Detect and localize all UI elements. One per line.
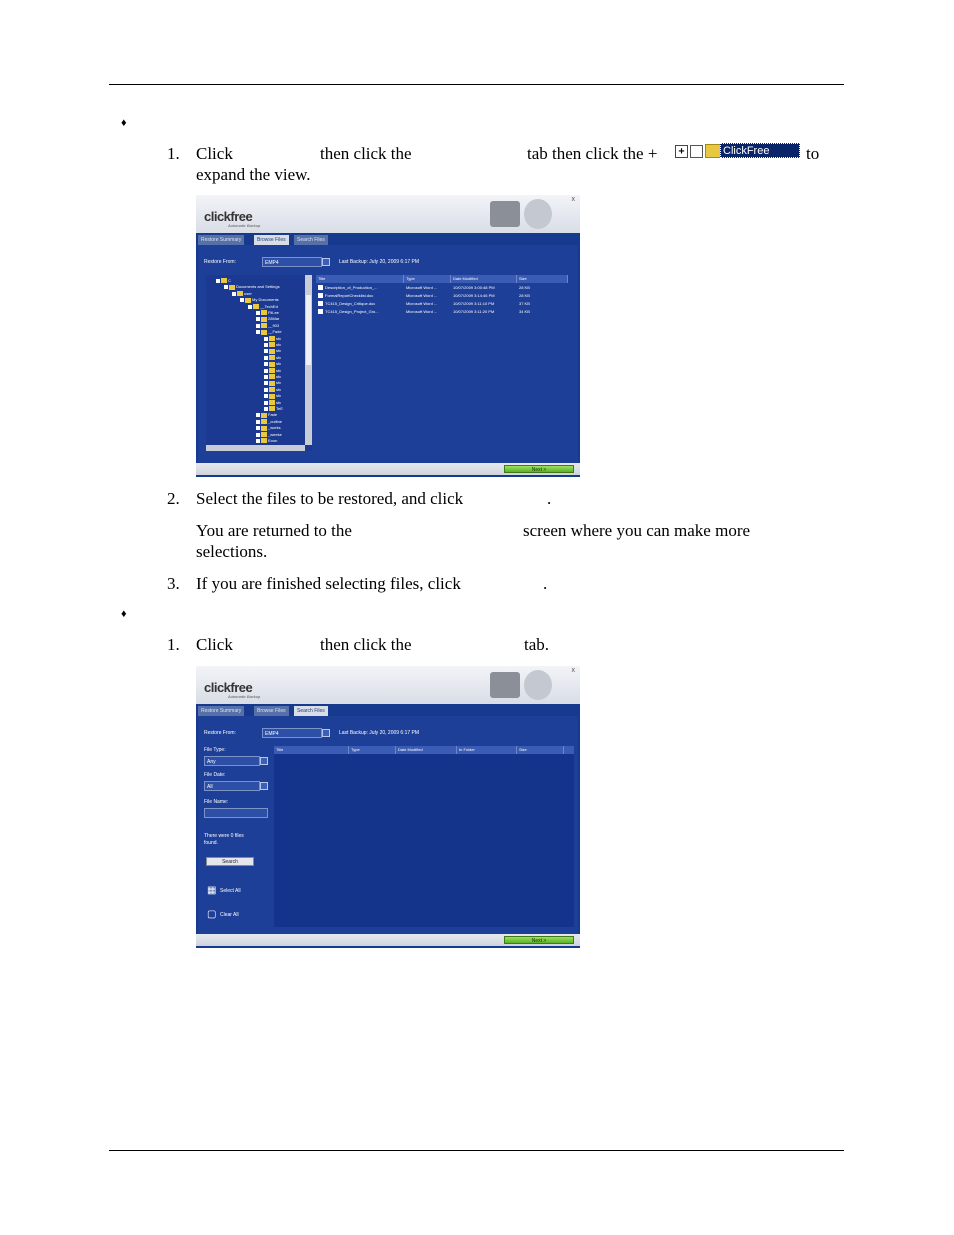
cell-text: Microsoft Word ...	[406, 309, 438, 314]
tree-node-label: sfc	[276, 342, 282, 347]
checkbox-icon[interactable]	[256, 413, 260, 417]
checkbox-icon[interactable]	[224, 285, 228, 289]
checkbox-icon[interactable]	[256, 311, 260, 315]
browse-files-screenshot	[196, 195, 580, 477]
tree-node-label: sfc	[276, 367, 282, 373]
table-cell	[453, 308, 494, 315]
select-all-label[interactable]: Select All	[220, 888, 241, 894]
s2-step1-tab: tab.	[524, 635, 550, 654]
search-button[interactable]: Search	[206, 857, 254, 866]
file-name-input[interactable]	[204, 808, 268, 818]
table-cell	[453, 300, 494, 307]
table-cell	[406, 292, 437, 299]
results-grid-header	[274, 746, 574, 754]
select-all-icon[interactable]: ▦	[207, 885, 217, 896]
table-cell	[519, 300, 530, 307]
logo-tagline: Automatic Backup	[228, 223, 261, 228]
tree-node-label: _weeke	[268, 431, 282, 437]
device-icon	[490, 672, 520, 698]
cell-text: TC415_Design_Critique.doc	[325, 301, 376, 306]
col-title[interactable]: Title	[274, 746, 349, 754]
step1-mid: then click the	[320, 144, 412, 163]
tab-restore-summary[interactable]: Restore Summary	[198, 706, 244, 716]
checkbox-icon[interactable]	[264, 375, 268, 379]
restore-from-select[interactable]: EMP4	[262, 728, 322, 738]
chevron-down-icon[interactable]	[260, 782, 268, 790]
disc-icon	[524, 670, 552, 700]
tree-node-label: sfc	[276, 380, 282, 386]
step1-number: 1.	[167, 144, 180, 163]
tree-node-label: _works	[268, 425, 281, 431]
checkbox-icon[interactable]	[256, 439, 260, 443]
col-date-modified[interactable]: Date Modified	[451, 275, 517, 283]
step1-tab-then: tab then click the +	[527, 144, 658, 163]
table-cell	[406, 300, 437, 307]
cell-text: Microsoft Word ...	[406, 301, 438, 306]
close-icon[interactable]: x	[571, 196, 575, 203]
file-date-select[interactable]: All	[204, 781, 260, 791]
cell-text: 34 KB	[519, 309, 530, 314]
app-header	[196, 195, 580, 233]
checkbox-icon[interactable]	[256, 426, 260, 430]
checkbox-icon[interactable]	[264, 362, 268, 366]
tree-node-label: Fade	[268, 412, 278, 418]
restore-from-label: Restore From:	[204, 730, 236, 736]
checkbox-icon[interactable]	[256, 420, 260, 424]
checkbox-icon[interactable]	[264, 381, 268, 385]
chevron-down-icon[interactable]	[322, 729, 330, 737]
tab-browse-files[interactable]: Browse Files	[254, 706, 289, 716]
cell-text: Microsoft Word ...	[406, 293, 438, 298]
files-found-line1: There were 0 files	[204, 833, 244, 839]
checkbox-icon[interactable]	[264, 343, 268, 347]
checkbox-icon[interactable]	[318, 301, 323, 306]
checkbox-icon[interactable]	[264, 337, 268, 341]
returned-text-c: selections.	[196, 542, 268, 561]
table-cell	[318, 284, 377, 291]
table-row[interactable]	[318, 308, 568, 315]
s2-step1-number: 1.	[167, 635, 180, 654]
step3-number: 3.	[167, 574, 180, 593]
folder-icon	[705, 144, 721, 158]
checkbox-icon[interactable]	[264, 388, 268, 392]
tab-search-files[interactable]: Search Files	[294, 235, 328, 245]
table-cell	[519, 284, 530, 291]
s2-step1-mid: then click the	[320, 635, 412, 654]
tree-node-label: sfc	[276, 361, 282, 367]
tree-node-label: __903	[268, 322, 280, 328]
file-grid-header	[316, 275, 568, 283]
checkbox-icon[interactable]	[318, 293, 323, 298]
device-icon	[490, 201, 520, 227]
checkbox-icon[interactable]	[216, 279, 220, 283]
chevron-down-icon[interactable]	[260, 757, 268, 765]
returned-text-b: screen where you can make more	[523, 521, 751, 540]
checkbox-icon[interactable]	[264, 401, 268, 405]
checkbox-icon[interactable]	[240, 298, 244, 302]
table-cell	[318, 292, 373, 299]
tree-node-label: _outline	[268, 418, 283, 424]
checkbox-icon[interactable]	[264, 369, 268, 373]
table-cell	[519, 308, 530, 315]
browse-body	[198, 245, 578, 463]
table-cell	[453, 284, 495, 291]
step2-text: Select the files to be restored, and click	[196, 489, 464, 508]
close-icon[interactable]: x	[571, 667, 575, 674]
checkbox-icon[interactable]	[264, 349, 268, 353]
tab-restore-summary[interactable]: Restore Summary	[198, 235, 244, 245]
clickfree-logo: clickfree	[204, 209, 253, 224]
col-in-folder[interactable]: In Folder	[457, 746, 517, 754]
tree-node-label: 28Mar	[268, 316, 280, 322]
col-type[interactable]: Type	[349, 746, 396, 754]
tree-node-label: FiiLee	[268, 310, 279, 315]
tab-bar	[196, 235, 580, 245]
col-date-modified[interactable]: Date Modified	[396, 746, 457, 754]
chevron-down-icon[interactable]	[322, 258, 330, 266]
bullet-2: ♦	[121, 608, 127, 620]
cell-text: FormalReportChecklist.doc	[325, 293, 374, 298]
table-cell	[406, 308, 437, 315]
checkbox-icon[interactable]	[264, 394, 268, 398]
tree-node-label: __Fade	[268, 329, 282, 335]
col-size[interactable]: Size	[517, 746, 564, 754]
cell-text: Description_of_Production_...	[325, 285, 378, 290]
cell-text: 37 KB	[519, 301, 530, 306]
tree-node-label: sfc	[276, 386, 282, 392]
files-found-line2: found.	[204, 840, 218, 846]
tree-scroll-thumb[interactable]	[306, 295, 311, 365]
col-type[interactable]: Type	[404, 275, 451, 283]
tree-node-label: sfc	[276, 399, 282, 405]
checkbox-icon[interactable]	[256, 433, 260, 437]
s2-step1-click: Click	[196, 635, 233, 654]
step2-number: 2.	[167, 489, 180, 508]
table-row[interactable]	[318, 292, 568, 299]
clear-all-icon[interactable]: ▢	[207, 909, 217, 920]
step3-period: .	[543, 574, 548, 593]
logo-tagline: Automatic Backup	[228, 694, 261, 699]
checkbox-icon[interactable]	[248, 305, 252, 309]
restore-from-select[interactable]: EMP4	[262, 257, 322, 267]
table-cell	[453, 292, 495, 299]
file-type-label: File Type:	[204, 747, 226, 753]
tree-hscrollbar[interactable]	[206, 445, 305, 451]
cell-text: 28 KB	[519, 285, 530, 290]
table-cell	[318, 308, 379, 315]
checkbox-icon[interactable]	[256, 324, 260, 328]
tree-node-label: Documents and Settings	[236, 284, 280, 290]
cell-text: 10/07/2009 3:00:48 PM	[453, 285, 495, 290]
tree-node-label: TeE	[276, 406, 283, 411]
last-backup: Last Backup: July 20, 2009 6:17 PM	[339, 259, 420, 265]
tree-node-label: My Documents	[252, 297, 279, 303]
tree-node[interactable]	[256, 437, 277, 444]
cell-text: 10/07/2009 3:11:20 PM	[453, 309, 495, 314]
search-files-screenshot	[196, 666, 580, 948]
checkbox-icon[interactable]	[264, 407, 268, 411]
tree-node-label: sfc	[276, 354, 282, 360]
cell-text: Microsoft Word ...	[406, 285, 438, 290]
clear-all-label[interactable]: Clear All	[220, 912, 239, 918]
next-button[interactable]: Next >	[504, 465, 574, 473]
checkbox-icon	[690, 145, 703, 158]
file-name-label: File Name:	[204, 799, 229, 805]
footer-rule	[109, 1150, 844, 1151]
folder-icon	[261, 438, 267, 443]
restore-from-label: Restore From:	[204, 259, 236, 265]
step1-expand: expand the view.	[196, 165, 311, 184]
last-backup: Last Backup: July 20, 2009 6:17 PM	[339, 730, 420, 736]
file-date-label: File Date:	[204, 772, 226, 778]
file-type-select[interactable]: Any	[204, 756, 260, 766]
tree-node-label: Eoon	[268, 438, 278, 443]
step1-to: to	[806, 144, 820, 163]
inline-icon-label: ClickFree Backup	[720, 143, 800, 158]
step3-text: If you are finished selecting files, click	[196, 574, 461, 593]
tree-scrollbar[interactable]	[305, 275, 312, 445]
table-cell	[406, 284, 437, 291]
table-row[interactable]	[318, 284, 568, 291]
tree-node-label: __TechEd	[260, 303, 278, 309]
checkbox-icon[interactable]	[232, 292, 236, 296]
step2-period: .	[547, 489, 552, 508]
tree-node-label: sfc	[276, 393, 282, 399]
tab-search-files[interactable]: Search Files	[294, 706, 328, 716]
col-size[interactable]: Size	[517, 275, 568, 283]
tree-node-label: sfc	[276, 335, 282, 341]
search-body	[198, 716, 578, 934]
tab-browse-files[interactable]: Browse Files	[254, 235, 289, 245]
folder-tree[interactable]	[206, 275, 312, 451]
step1-click: Click	[196, 144, 233, 163]
checkbox-icon[interactable]	[256, 317, 260, 321]
clickfree-backup-tree-node-icon	[674, 143, 802, 172]
app-footer	[196, 934, 580, 946]
expand-plus-icon: +	[675, 145, 688, 158]
cell-text: 28 KB	[519, 293, 530, 298]
checkbox-icon[interactable]	[264, 356, 268, 360]
tree-node-label: sfc	[276, 348, 282, 354]
checkbox-icon[interactable]	[256, 330, 260, 334]
clickfree-logo: clickfree	[204, 680, 253, 695]
tab-bar	[196, 706, 580, 716]
bullet-1: ♦	[121, 117, 127, 129]
app-footer	[196, 463, 580, 475]
returned-text-a: You are returned to the	[196, 521, 352, 540]
col-title[interactable]: Title	[316, 275, 404, 283]
table-cell	[318, 300, 375, 307]
table-row[interactable]	[318, 300, 568, 307]
cell-text: 10/07/2009 3:14:46 PM	[453, 293, 495, 298]
tree-node-label: user	[244, 290, 252, 296]
app-header	[196, 666, 580, 704]
table-cell	[519, 292, 530, 299]
disc-icon	[524, 199, 552, 229]
checkbox-icon[interactable]	[318, 285, 323, 290]
next-button[interactable]: Next >	[504, 936, 574, 944]
checkbox-icon[interactable]	[318, 309, 323, 314]
cell-text: TC415_Design_Project_Gro...	[325, 309, 379, 314]
search-results-grid[interactable]	[274, 746, 574, 927]
tree-node-label: C	[228, 278, 231, 283]
tree-node-label: sfc	[276, 374, 282, 379]
cell-text: 10/07/2009 3:11:10 PM	[453, 301, 495, 306]
header-rule	[109, 84, 844, 85]
